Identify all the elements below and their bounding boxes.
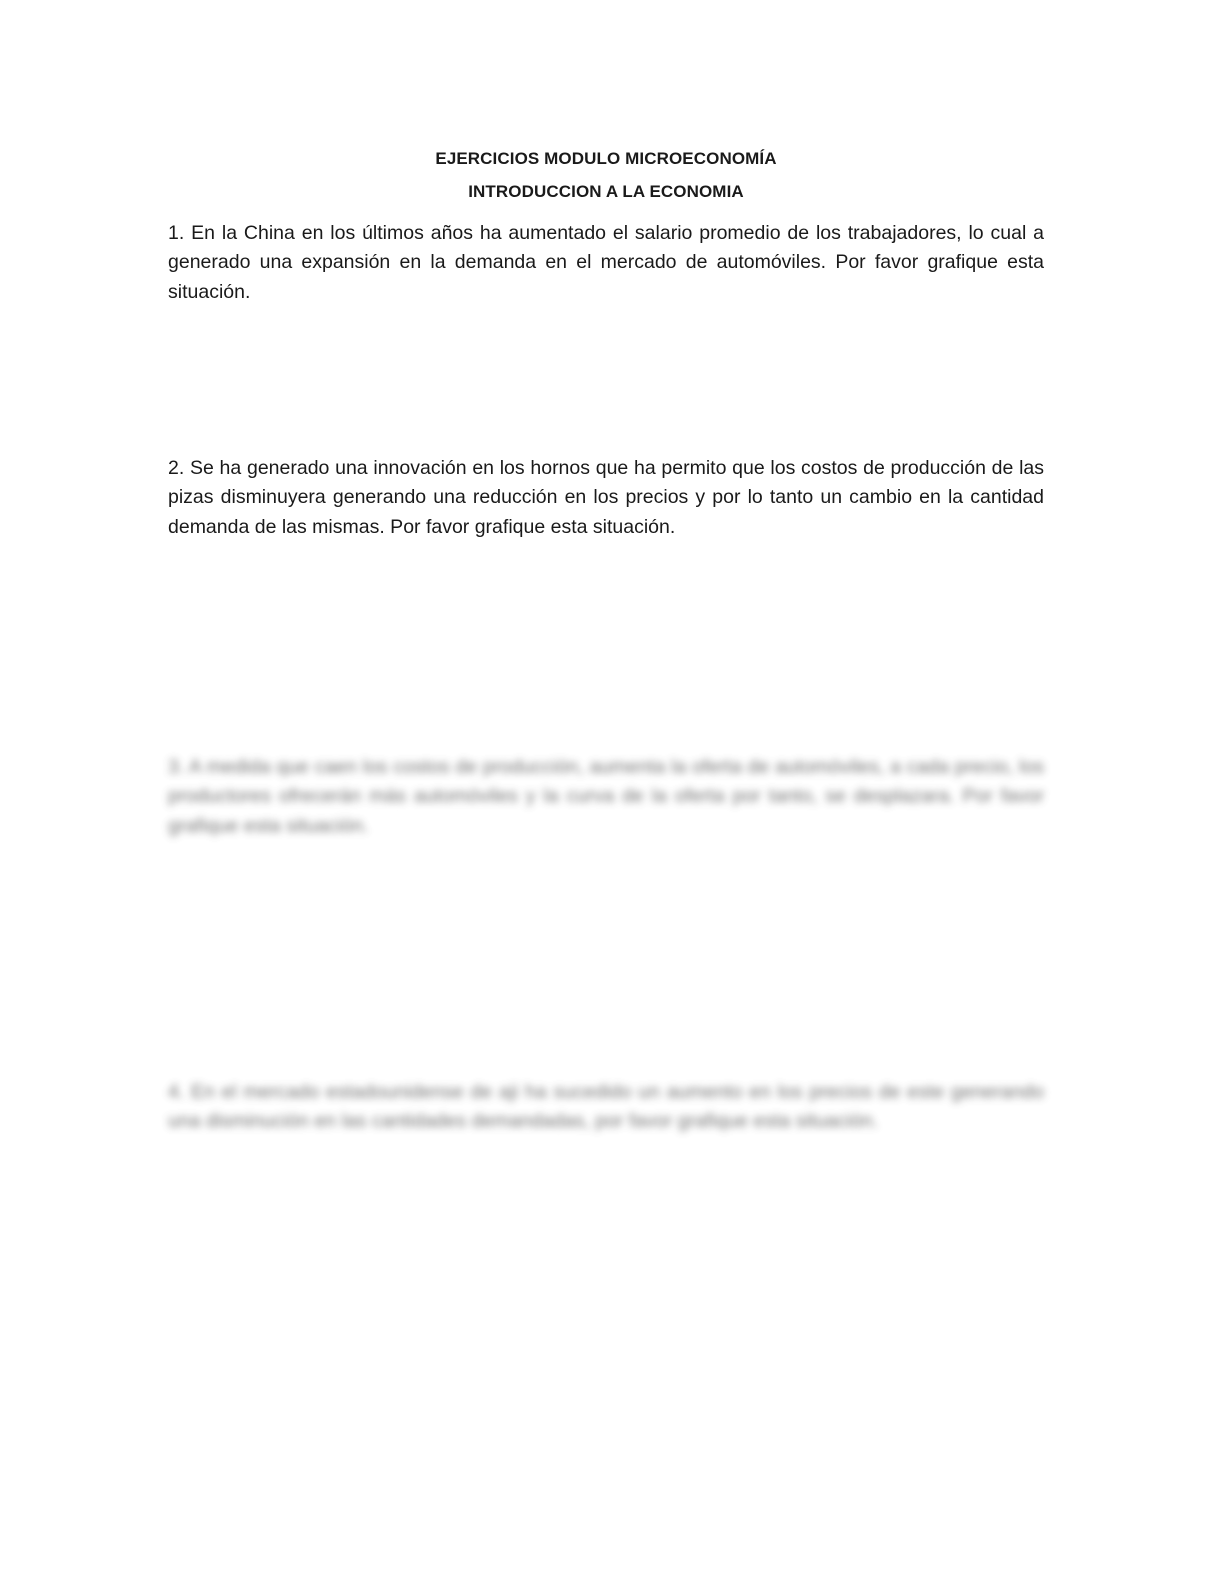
exercise-1: 1. En la China en los últimos años ha aumentado el salario promedio de los trabajadores, lo cual a generado una expansión en la demanda en el mercado de automóviles. Por favor grafique esta situación. — [168, 222, 1044, 303]
exercise-2: 2. Se ha generado una innovación en los hornos que ha permito que los costos de producción de las pizas disminuyera generando una reducción en los precios y por lo tanto un cambio en la cantidad demanda de las mismas. Por favor grafique esta situación. — [168, 457, 1044, 538]
title-line-2: INTRODUCCION A LA ECONOMIA — [468, 182, 744, 201]
document-title — [0, 142, 1212, 208]
exercise-4-blurred: 4. En el mercado estadounidense de aji ha sucedido un aumento en los precios de este generando una disminución en las cantidades demandadas, por favor grafique esta situación. — [168, 1081, 1044, 1133]
title-line-1: EJERCICIOS MODULO MICROECONOMÍA — [435, 149, 777, 168]
exercise-3-blurred: 3. A medida que caen los costos de producción, aumenta la oferta de automóviles, a cada precio, los productores ofrecerán más automóviles y la curva de la oferta por tanto, se desplazara. Por favor grafique esta situación. — [168, 756, 1044, 837]
